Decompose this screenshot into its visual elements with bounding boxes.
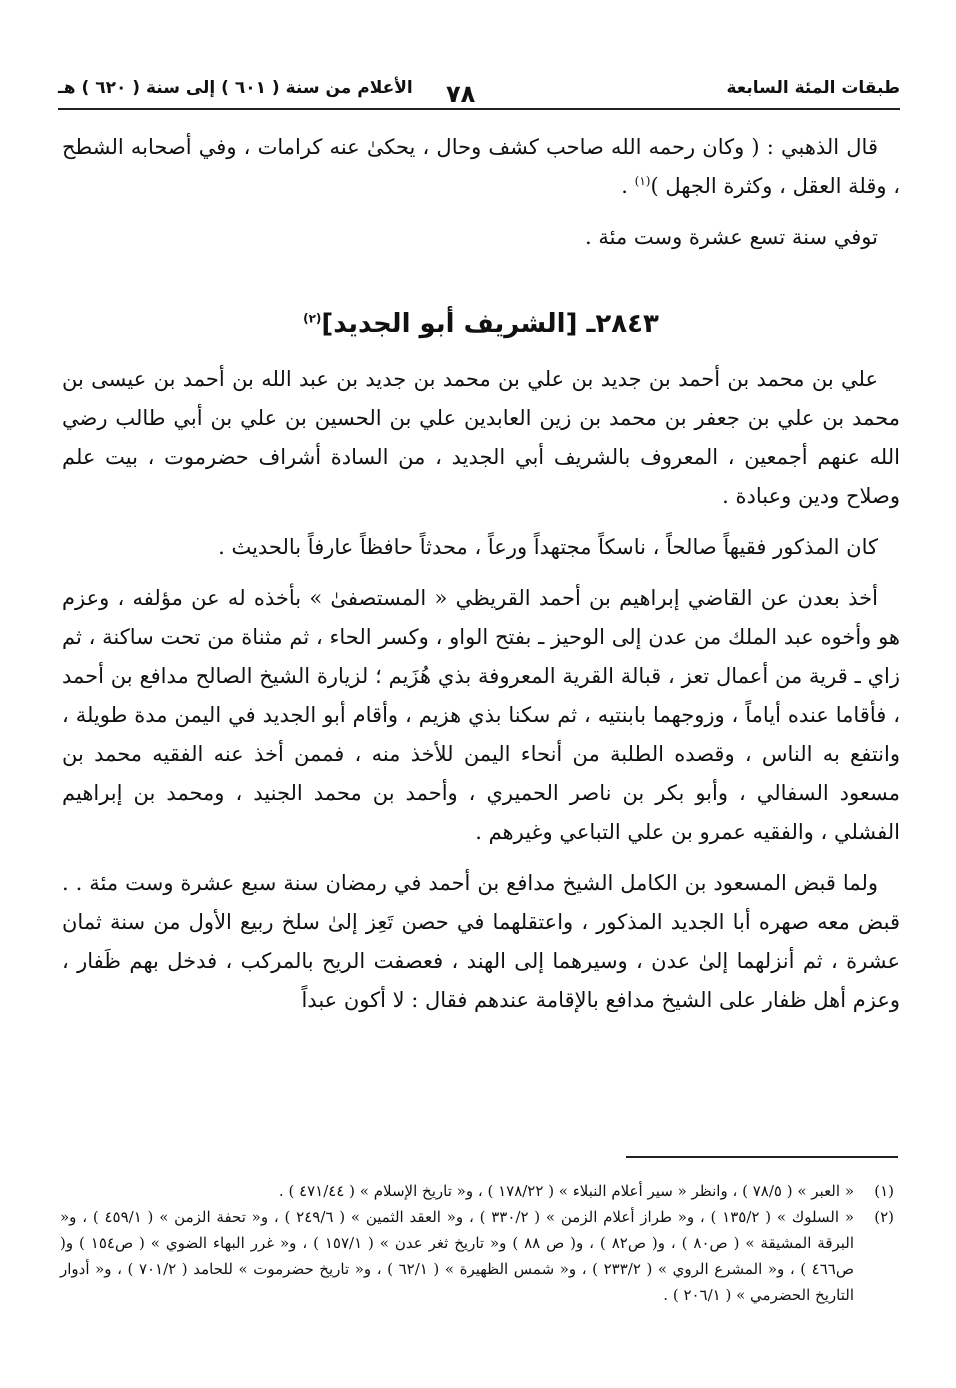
entry-description-paragraph: كان المذكور فقيهاً صالحاً ، ناسكاً مجتهداً ورعاً ، محدثاً حافظاً عارفاً بالحديث .	[218, 535, 878, 559]
footnote-text: « السلوك » ( ١٣٥/٢ ) ، و« طراز أعلام الزمن » ( ٣٣٠/٢ ) ، و« العقد الثمين » ( ٢٤٩/٦ ) ، و« تحفة الزمن » ( ٤٥٩/١ ) ، و« البرقة المشيقة » ( ص٨٠ ) ، و( ص٨٢ ) ، و( ص ٨٨ ) و« تاريخ ثغر عدن » ( ١٥٧/١ ) ، و« غرر البهاء الضوي » ( ص١٥٤ ) و( ص٤٦٦ ) ، و« المشرع الروي » ( ٢٣٣/٢ ) ، و« شمس الظهيرة » ( ٦٢/١ ) ، و« تاريخ حضرموت » للحامد ( ٧٠١/٢ ) ، و« أدوار التاريخ الحضرمي » ( ٢٠٦/١ ) .	[60, 1208, 855, 1304]
header-year-range: الأعلام من سنة ( ٦٠١ ) إلى سنة ( ٦٢٠ ) هـ	[58, 78, 413, 98]
intro-death-paragraph: توفي سنة تسع عشرة وست مئة .	[585, 225, 878, 249]
footnote-ref-1[interactable]: (١)	[634, 174, 651, 188]
entry-title: ٢٨٤٣ـ [الشريف أبو الجديد]$^{(٢)}$	[303, 309, 659, 339]
footnote-2	[60, 1204, 894, 1308]
footnote-1	[60, 1178, 894, 1204]
entry-biography-paragraph: أخذ بعدن عن القاضي إبراهيم بن أحمد القريظي « المستصفىٰ » بأخذه له عن مؤلفه ، وعزم هو وأخوه عبد الملك من عدن إلى الوحيز ـ بفتح الواو ، وكسر الحاء ، ثم مثناة من تحت ساكنة ، ثم زاي ـ قرية من أعمال تعز ، قبالة القرية المعروفة بذي هُزَيم ؛ لزيارة الشيخ الصالح مدافع بن أحمد ، فأقاما عنده أياماً ، وزوجهما بابنتيه ، ثم سكنا بذي هزيم ، وأقام أبو الجديد في اليمن مدة طويلة ، وانتفع به الناس ، وقصده الطلبة من أنحاء اليمن للأخذ منه ، فممن أخذ عنه الفقيه محمد بن مسعود السفالي ، وأبو بكر بن ناصر الحميري ، وأحمد بن محمد الجنيد ، ومحمد بن إبراهيم الفشلي ، والفقيه عمرو بن علي التباعي وغيرهم .	[62, 586, 900, 844]
footnote-ref-2[interactable]: (٢)	[303, 311, 322, 326]
footnote-text: « العبر » ( ٧٨/٥ ) ، وانظر « سير أعلام النبلاء » ( ١٧٨/٢٢ ) ، و« تاريخ الإسلام » ( ٤٧١/٤٤ ) .	[278, 1182, 854, 1200]
entry-lineage-paragraph: علي بن محمد بن أحمد بن جديد بن علي بن محمد بن جديد بن عبد الله بن أحمد بن عيسى بن محمد بن علي بن جعفر بن محمد بن زين العابدين علي بن الحسين بن علي بن أبي طالب رضي الله عنهم أجمعين ، المعروف بالشريف أبي الجديد ، من السادة أشراف حضرموت ، بيت علم وصلاح ودين وعبادة .	[62, 367, 900, 508]
footnote-separator	[626, 1156, 898, 1158]
page-number: ٧٨	[446, 80, 476, 108]
intro-quote-paragraph: قال الذهبي : ( وكان رحمه الله صاحب كشف وحال ، يحكىٰ عنه كرامات ، وفي أصحابه الشطح ، وقلة العقل ، وكثرة الجهل )$^{(١)}$ .	[62, 135, 900, 198]
header-section-title: طبقات المئة السابعة	[726, 78, 900, 98]
entry-arrest-paragraph: ولما قبض المسعود بن الكامل الشيخ مدافع بن أحمد في رمضان سنة سبع عشرة وست مئة . . قبض معه صهره أبا الجديد المذكور ، واعتقلهما في حصن تَعِز إلىٰ سلخ ربيع الأول من سنة ثمان عشرة ، ثم أنزلهما إلىٰ عدن ، وسيرهما إلى الهند ، فعصفت الريح بالمركب ، فدخل بهم ظَفار ، وعزم أهل ظفار على الشيخ مدافع بالإقامة عندهم فقال : لا أكون عبداً	[62, 871, 900, 1012]
footnote-number: (٢)	[874, 1208, 894, 1226]
main-text	[62, 128, 900, 1020]
running-header	[58, 72, 900, 110]
footnote-number: (١)	[874, 1182, 894, 1200]
footnotes	[60, 1178, 894, 1308]
